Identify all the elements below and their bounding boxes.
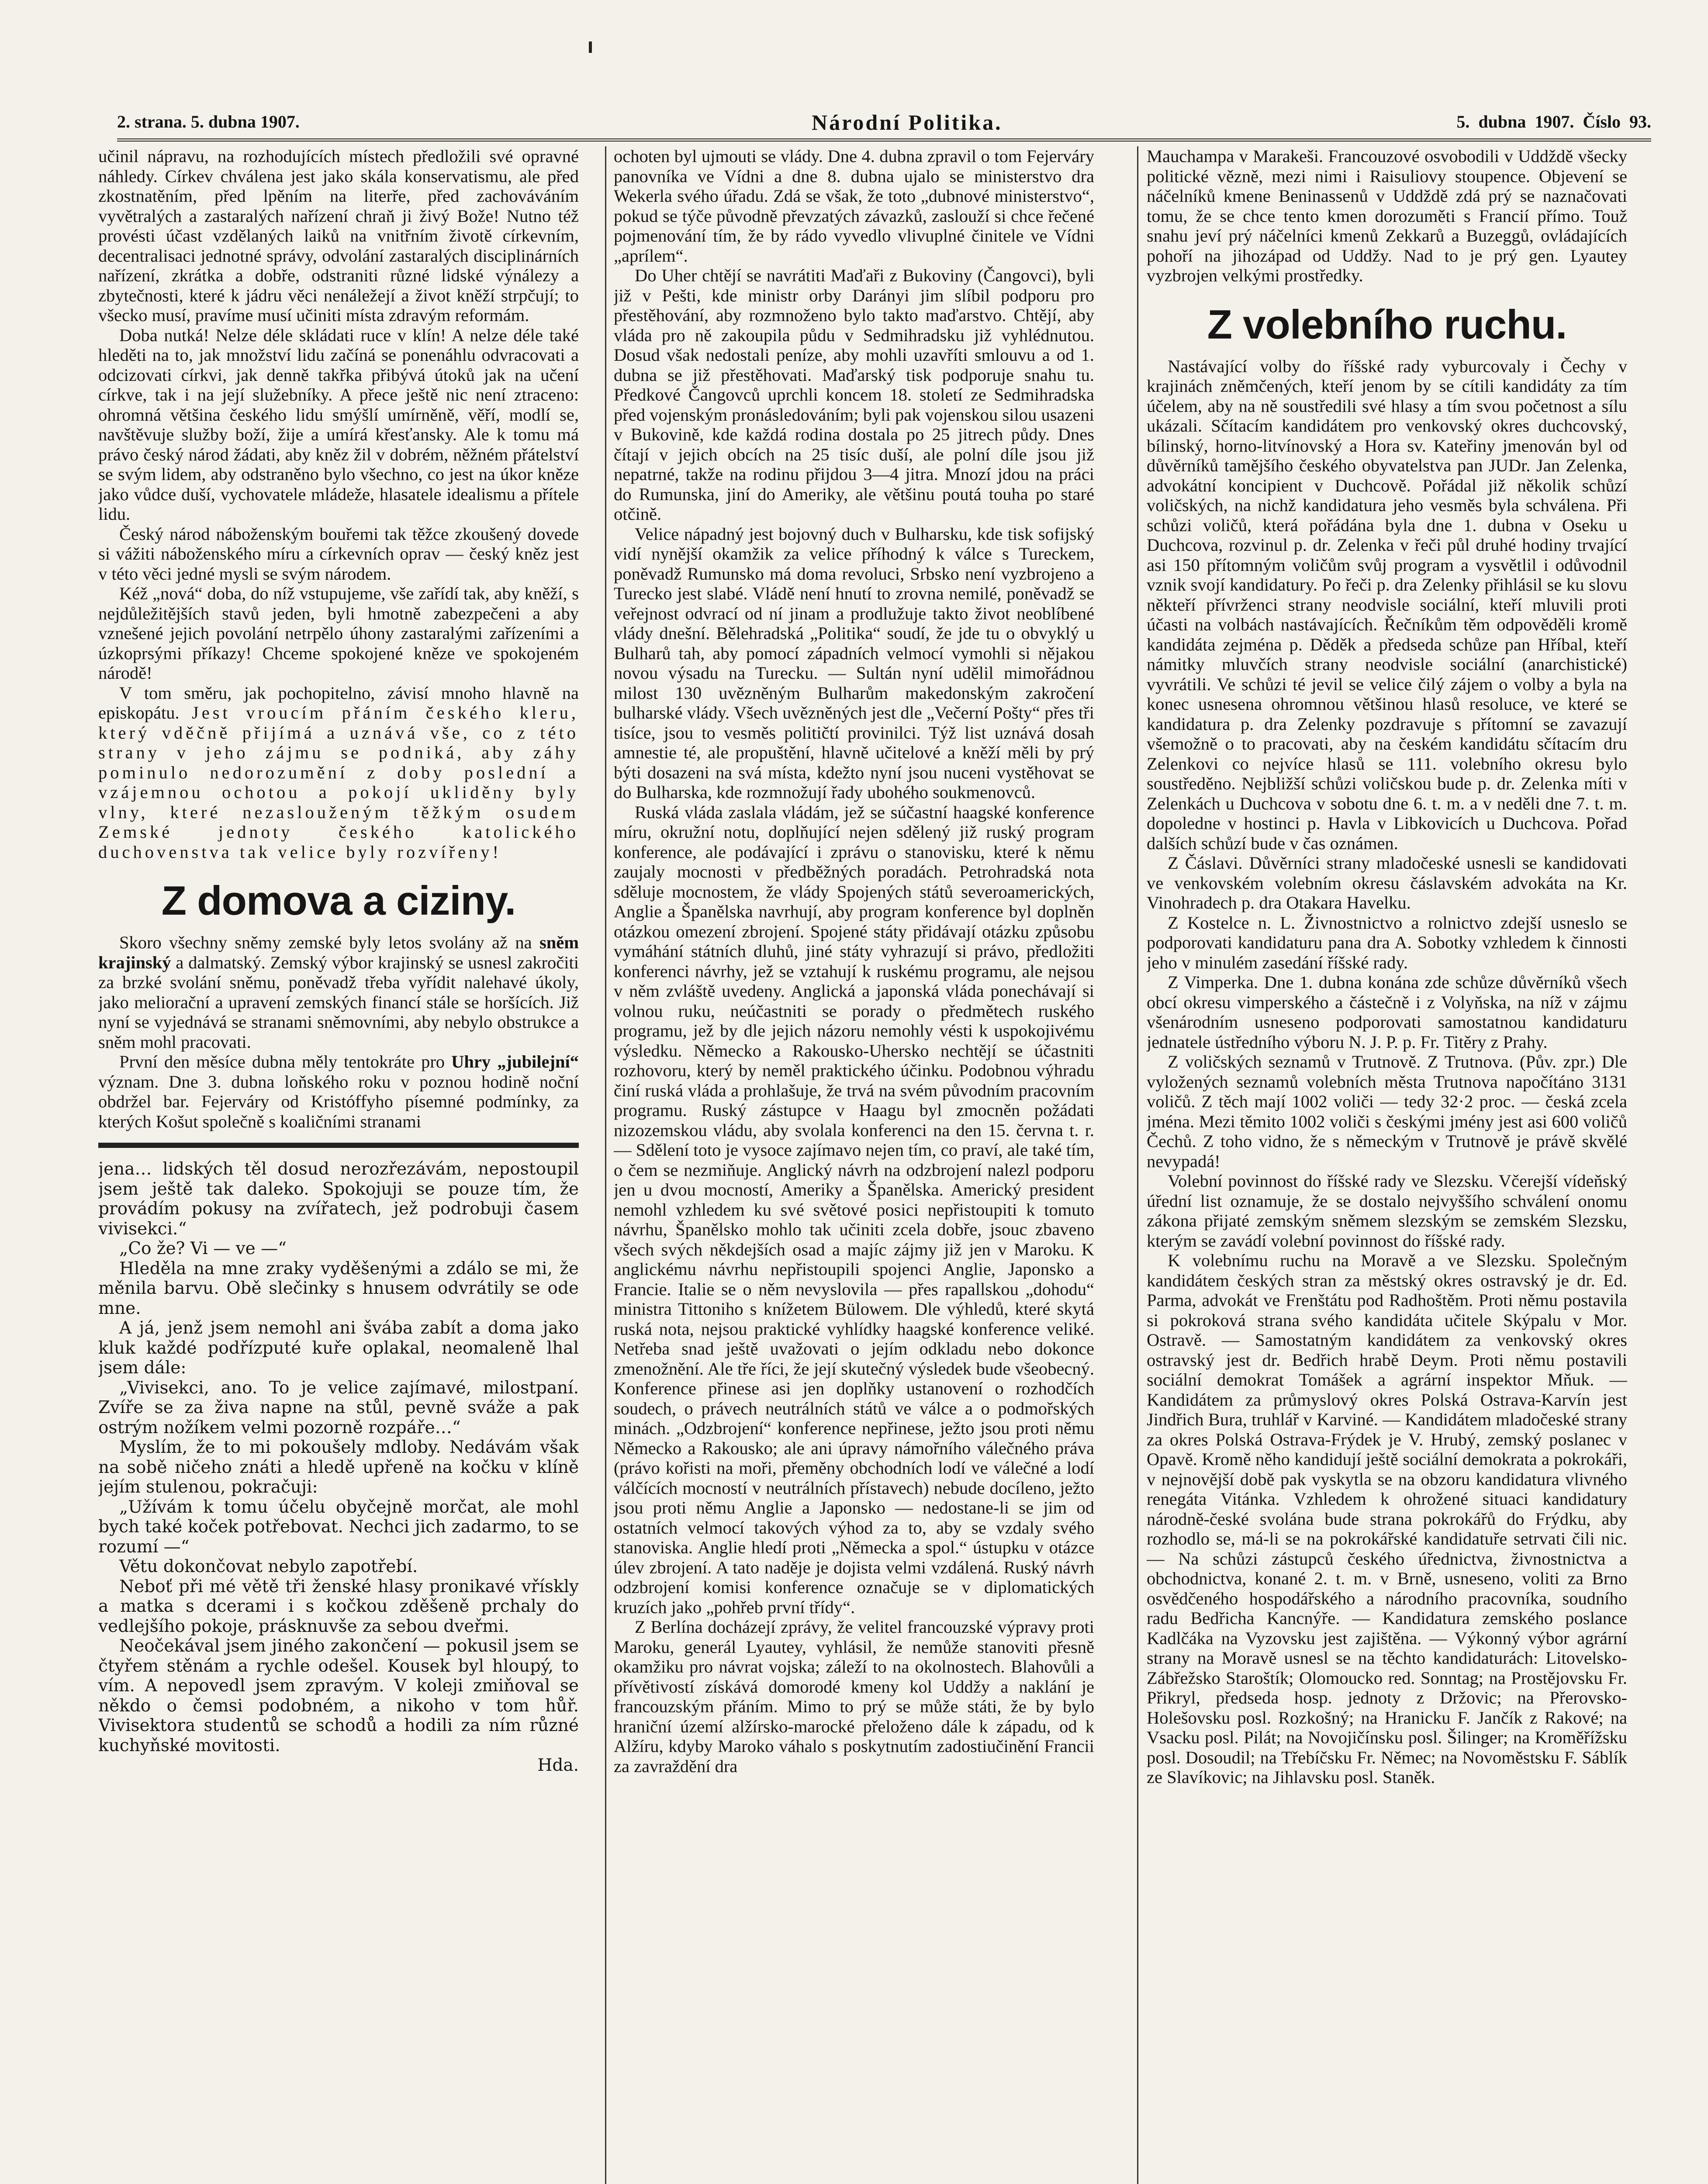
column-2 <box>614 146 1094 2184</box>
column-divider-1 <box>605 146 606 2184</box>
news-paragraph: Ruská vláda zaslala vládám, jež se súčastní haagské konference míru, okružní notu, doplňující nejen sdělený již ruský program konference, ale podávající i zprávu o stanovisku, které k němu zaujaly mocnosti v předběžných poradách. Petrohradská nota sděluje mocnostem, že vlády Spojených států severoamerických, Anglie a Španělska navrhují, aby program konference byl doplněn otázkou omezení zbrojení. Spojené státy přidávají otázku způsobu vymáhání státních dluhů, jiné státy vyhrazují si právo, předložiti konferenci návrhy, jež se vztahují k ruskému programu, ale nejsou v něm zvláště uvedeny. Anglická a japonská vláda ponechávají si volnou ruku, neúčastniti se porady o předmětech ruského programu, jež by dle jejich názoru nemohly vésti k uspokojivému výsledku. Německo a Rakousko-Uhersko nechtějí se účastniti rozhovoru, který by neměl praktického účinku. Podobnou výhradu činí ruská vláda a prohlašuje, že trvá na svém původním pracovním programu. Ruský zástupce v Haagu byl zmocněn požádati nizozemskou vládu, aby svolala konferenci na den 15. června t. r. — Sdělení toto je vysoce zajímavo nejen tím, co praví, ale také tím, o čem se nezmiňuje. Anglický návrh na odzbrojení nalezl podporu jen u dvou mocností, Ameriky a Španělska. Americký president nemohl vzhledem ku své světové posici nepřistoupiti k tomuto návrhu, Španělsko mohlo tak učiniti zcela dobře, jsouc zbaveno všech svých někdejších osad a majíc zájmy již jen v Maroku. K anglickému návrhu nepřistoupili spojenci Anglie, Japonsko a Francie. Italie se o něm nevyslovila — přes rapallskou „dohodu“ ministra Tittoniho s knížetem Bülowem. Dle výhledů, které skytá ruská nota, nejsou praktické vyhlídky haagské konference veliké. Netřeba snad ještě uvažovati o jejím odkladu nebo dokonce zmenožnění. Ale tře říci, že její skutečný výsledek bude všeobecný. Konference přinese asi jen doplňky ustanovení o rozhodčích soudech, o právech neutrálních států ve válce a o podmořských minách. „Odzbrojení“ konference nepřinese, ježto jsou proti němu Německo a Rakousko; ale ani úpravy námořního válečného práva (právo kořisti na moři, přeměny obchodních lodí ve válečné a lodí válčících mocností v neutrálních přístavech) nebude docíleno, ježto jsou proti němu Anglie a Japonsko — nedostane-li se jim od ostatních velmocí takových výhod za to, aby se vzdaly svého stanoviska. Anglie hledí proti „Německa a spol.“ ústupku v otázce úlev zbrojení. A tato naděje je dojista velmi vzdálená. Ruský návrh odzbrojení komisi konference označuje se v diplomatických kruzích jako „pohřeb první třídy“. <box>614 802 1094 1617</box>
news-paragraph: Z Berlína docházejí zprávy, že velitel francouzské výpravy proti Maroku, generál Lyautey, vyhlásil, že nemůže stanoviti přesně okamžiku pro návrat vojska; záleží to na okolnostech. Blahovůli a přívětivostí získává domorodé kmeny kol Uddžy a naklání je francouzským přáním. Mimo to prý se může státi, že by bylo hraniční území alžírsko-marocké přeloženo dále k západu, od k Alžíru, kdyby Maroko váhalo s poskytnutím zadostiučinění Francii za zavraždění dra <box>614 1617 1094 1776</box>
feuilleton <box>98 1159 579 1776</box>
news-paragraph: Nastávající volby do říšské rady vyburcovaly i Čechy v krajinách zněmčených, kteří jenom by se cítili kandidáty za tím účelem, aby na ně soustředili své hlasy a tím svou početnost a sílu ukázali. Sčítacím kandidátem pro venkovský okres duchcovský, bílinský, horno-litvínovský a Hora sv. Kateřiny jmenován byl od důvěrníků tamějšího českého obyvatelstva pan JUDr. Jan Zelenka, advokátní koncipient v Duchcově. Pořádal již několik schůzí voličských, na nichž kandidatura jeho vesměs byla schválena. Při schůzi voličů, která pořádána byla dne 1. dubna v Oseku u Duchcova, rozvinul p. dr. Zelenka v řeči půl druhé hodiny trvající asi 150 přítomným voličům svůj program a vysvětlil i odůvodnil vznik svojí kandidatury. Po řeči p. dra Zelenky přihlásil se ku slovu někteří přívrženci strany neodvisle sociální, kteří mluvili proti účasti na volbách nastávajících. Řečníkům těm odpověděli kromě kandidáta zejména p. Děděk a předseda schůze pan Hříbal, kteří námitky mluvčích strany neodvisle sociální (anarchistické) vyvrátili. Ve schůzi té jevil se velice čilý zájem o volby a byla na konec usnesena ohromnou většinou hlasů resoluce, ve které se kandidatura p. dra Zelenky pozdravuje s přítomní se zavazují všemožně o to pracovati, aby na českém kandidátu sčítacím dru Zelenkovi co nejvíce hlasů se 111. volebního okresu bylo soustředěno. Nejbližší schůzi voličskou bude p. dr. Zelenka míti v Zelenkách u Duchcova v sobotu dne 6. t. m. a v neděli dne 7. t. m. dopoledne v hostinci p. Havla v Libkovicích u Duchcova. Pořad dalších schůzí bude v čas oznámen. <box>1147 356 1627 853</box>
header-right: 5. dubna 1907. Číslo 93. <box>1456 112 1651 131</box>
feuilleton-paragraph: Větu dokončovat nebylo zapotřebí. <box>119 1557 418 1576</box>
article-paragraph: Doba nutká! Nelze déle skládati ruce v klín! A nelze déle také hleděti na to, jak množství lidu začíná se ponenáhlu odvracovati a odcizovati církvi, jak denně takřka přibývá útoků jak na učení církve, tak i na její služebníky. A přece ještě nic není ztraceno: ohromná většina českého lidu smýšlí umírněně, věří, modlí se, navštěvuje služby boží, žije a umírá křesťansky. Ale k tomu má právo český národ žádati, aby kněz žil v dobrém, něžném přátelství se svým lidem, aby odstraněno bylo všechno, co jest na úkor kněze jako vůdce duší, vychovatele mládeže, hlasatele idealismu a přítele lidu. <box>98 325 579 524</box>
article-paragraph: Kéž „nová“ doba, do níž vstupujeme, vše zařídí tak, aby kněží, s nejdůležitějších stavů jeden, byli hmotně zabezpečeni a aby vznešené jejich povolání netrpělo úhony zastaralými zařízeními a úzkoprsými příkazy! Chceme spokojené kněze ve spokojeném národě! <box>98 584 579 683</box>
news-paragraph: Mauchampa v Marakeši. Francouzové osvobodili v Uddždě všecky politické vězně, mezi nimi i Raisuliovy stoupence. Objevení se náčelníků kmene Beninassenů v Uddždě zdá prý se naznačovati tomu, že se chce tento kmen dorozuměti s Francií přímo. Touž snahu jeví prý náčelníci kmenů Zekkarů a Buzeggů, ovládajících pohoří na jihozápad od Uddžy. Nad to je prý gen. Lyautey vyzbrojen velkými prostředky. <box>1147 146 1627 285</box>
bold-emphasis: Uhry „jubilejní“ <box>451 1052 579 1071</box>
feuilleton-divider <box>98 1143 579 1148</box>
news-paragraph: Z Vimperka. Dne 1. dubna konána zde schůze důvěrníků všech obcí okresu vimperského a částečně i z Volyňska, na níž v zájmu všenárodním usneseno podporovati samostatnou kandidaturu jednatele ústředního výboru N. J. P. p. Fr. Titěry z Prahy. <box>1147 972 1627 1052</box>
feuilleton-paragraph: jena… lidských těl dosud nerozřezávám, nepostoupil jsem ještě tak daleko. Spokojuji se pouze tím, že provádím pokusy na zvířatech, jež podrobuji časem vivisekci.“ <box>98 1159 579 1239</box>
page-header <box>117 111 1651 142</box>
news-paragraph: Volební povinnost do říšské rady ve Slezsku. Včerejší vídeňský úřední list oznamuje, že se dostalo nejvyššího schválení onomu zákona přijaté zemským sněmem slezským se zemském Slezsku, kterým se zavádí volební povinnost do říšské rady. <box>1147 1171 1627 1251</box>
feuilleton-paragraph: „Užívám k tomu účelu obyčejně morčat, ale mohl bych také koček potřebovat. Nechci jich zadarmo, to se rozumí —“ <box>98 1497 579 1557</box>
feuilleton-paragraph: Hleděla na mne zraky vyděšenými a zdálo se mi, že měnila barvu. Obě slečinky s hnusem odvrátily se ode mne. <box>98 1258 579 1318</box>
bold-emphasis: sněm krajinský <box>98 933 579 972</box>
news-paragraph: Z Kostelce n. L. Živnostnictvo a rolnictvo zdejší usneslo se podporovati kandidaturu pana dra A. Sobotky vzhledem k činnosti jeho v minulém zasedání říšské rady. <box>1147 912 1627 972</box>
author-signature: Hda. <box>537 1755 579 1775</box>
news-text: význam. Dne 3. dubna loňského roku v poznou hodině noční obdržel bar. Fejerváry od Kristóffyho písemné podmínky, za kterých Košut společně s koaličními stranami <box>98 1071 579 1131</box>
spaced-emphasis: Jest vroucím přáním českého kleru, který vděčně přijímá a uznává vše, co z této strany v jeho zájmu se podniká, aby záhy pominulo nedorozumění z doby poslední a vzájemnou ochotou a pokojí ukliděny byly vlny, které nezaslouženým těžkým osudem Zemské jednoty českého katolického duchovenstva tak velice byly rozvířeny! <box>98 703 579 862</box>
news-paragraph: Z Čáslavi. Důvěrníci strany mladočeské usnesli se kandidovati ve venkovském volebním okresu čáslavském advokáta na Kr. Vinohradech p. dra Otakara Havelku. <box>1147 853 1627 912</box>
feuilleton-paragraph: A já, jenž jsem nemohl ani švába zabít a doma jako kluk každé podřízputé kuře oplakal, neomaleně lhal jsem dále: <box>98 1318 579 1378</box>
feuilleton-paragraph: Myslím, že to mi pokoušely mdloby. Nedávám však na sobě ničeho znáti a hledě upřeně na kočku v klíně jejím stulenou, pokračuji: <box>98 1438 579 1497</box>
article-paragraph: učinil nápravu, na rozhodujících místech předložili své opravné náhledy. Církev chválena jest jako skála konservatismu, ale před zkostnatěním, před lpěním na literře, před zachováváním vyvětralých a zastaralých nařízení chraň ji živý Bože! Nutno též provésti účast vzdělaných laiků na vnitřním životě církevním, decentralisaci jednotné správy, odvolání zastaralých disciplinárních nařízení, zkrátka a dobře, odstraniti různé lidské výnálezy a zbytečnosti, které k jádru věci nenáležejí a život kněží strpčují; to všecko musí, pravíme musí učiniti místa zdravým reformám. <box>98 146 579 325</box>
news-paragraph: ochoten byl ujmouti se vlády. Dne 4. dubna zpravil o tom Fejerváry panovníka ve Vídni a dne 8. dubna ujalo se ministerstvo dra Wekerla svého úřadu. Zdá se však, že toto „dubnové ministerstvo“, pokud se týče původně převzatých závazků, zaslouží si chce řečené pojmenování tím, že by rádo vyvedlo vlivuplné činitele ve Vídni „aprílem“. <box>614 146 1094 266</box>
section-heading-volebni-ruch: Z volebního ruchu. <box>1207 301 1567 347</box>
news-paragraph: Velice nápadný jest bojovný duch v Bulharsku, kde tisk sofijský vidí nynější okamžik za velice příhodný k válce s Tureckem, poněvadž Rumunsko má doma revoluci, Srbsko není vyzbrojeno a Turecko jest slabé. Vládě není hnutí to zrovna nemilé, poněvadž se veřejnost odvrací od ní jinam a prodlužuje takto život neoblíbené vlády dnešní. Bělehradská „Politika“ soudí, že jde tu o obvyklý u Bulharů tah, aby pomocí západních velmocí vymohli si nějakou novou výsadu na Turecku. — Sultán nyní udělil mimořádnou milost 130 uvězněným Bulharům makedonským zakročení bulharské vlády. Všech uvězněných jest dle „Večerní Pošty“ přes tři tisíce, jsou to vesměs političtí provinilci. Týž list uznává dosah amnestie té, ale propuštění, hlavně učitelové a kněží měli by prý býti dosazeni na svá místa, kdežto nyní jsou nuceni vystěhovat se do Bulharska, kde rozmnožují řady ubohého soukmenovců. <box>614 524 1094 802</box>
article-text: V tom směru, jak pochopitelno, závisí mnoho hlavně na episkopátu. <box>98 683 579 722</box>
ink-speck <box>589 41 592 53</box>
column-1 <box>98 146 579 2184</box>
news-paragraph <box>98 1052 579 1131</box>
column-3 <box>1147 146 1627 2184</box>
news-text: Skoro všechny sněmy zemské byly letos svolány až na <box>119 933 532 952</box>
article-paragraph: Český národ náboženským bouřemi tak těžce zkoušený dovede si vážiti náboženského míru a církevních oprav — český kněz jest v této věci jedné mysli se svým národem. <box>98 524 579 584</box>
news-paragraph: K volebnímu ruchu na Moravě a ve Slezsku. Společným kandidátem českých stran za městský okres ostravský je dr. Ed. Parma, advokát ve Frenštátu pod Radhoštěm. Proti němu postavila si pokroková strana svého kandidáta učitele Skýpalu v Mor. Ostravě. — Samostatným kandidátem za venkovský okres ostravský jest dr. Bedřich hrabě Deym. Proti němu postavili sociální demokrat Tomášek a agrární inspektor Mňuk. — Kandidátem za průmyslový okres Polská Ostrava-Karvín jest Jindřich Bura, truhlář v Karviné. — Kandidátem mladočeské strany za okres Polská Ostrava-Frýdek je V. Hrubý, zemský poslanec v Opavě. Kromě něho kandidují ještě sociální demokrata a pokrokáři, v nejnovější době pak vyskytla se na obzoru kandidatura vlivného renegáta Vitánka. Vzhledem k ohrožené situaci kandidatury národně-české svolána bude strana pokrokářů do Frýdku, aby rozhodlo se, má-li se na pokrokářské kandidatuře setrvati čili nic. — Na schůzi zástupců českého úřednictva, živnostnictva a obchodnictva, konané 2. t. m. v Brně, usneseno, voliti za Brno osvědčeného hospodářského a národního pracovníka, soudního radu Bedřicha Kancnýře. — Kandidatura zemského poslance Kadlčáka na Vyzovsku jest zajištěna. — Výkonný výbor agrární strany na Moravě usnesl se na těchto kandidaturách: Litovelsko-Zábřežsko Staroštík; Olomoucko red. Sonntag; na Prostějovsku Fr. Přikryl, předseda hosp. jednoty z Držovic; na Přerovsko-Holešovsku posl. Rozkošný; na Hranicku F. Jančík z Rakové; na Vsacku posl. Pilát; na Novojičínsku posl. Šilinger; na Kroměřížsku posl. Dosoudil; na Třebíčsku Fr. Němec; na Novoměstsku F. Sáblík ze Slavíkovic; na Jihlavsku posl. Staněk. <box>1147 1251 1627 1787</box>
news-text: a dalmatský. Zemský výbor krajinský se usnesl zakročiti za brzké svolání sněmu, poněvadž třeba vyřídit nalehavé úkoly, jako meliorační a upravení zemských financí stále se horšících. Již nyní se vyjednává se stranami sněmovními, aby nebylo obstrukce a sněm mohl pracovati. <box>98 952 579 1052</box>
header-left: 2. strana. 5. dubna 1907. <box>117 112 300 131</box>
news-paragraph <box>98 933 579 1052</box>
section-heading-domova: Z domova a ciziny. <box>161 878 516 923</box>
masthead-title: Národní Politika. <box>812 110 1003 135</box>
news-paragraph: Z voličských seznamů v Trutnově. Z Trutnova. (Pův. zpr.) Dle vyložených seznamů volebních města Trutnova napočítáno 3131 voličů. Z těch mají 1002 voliči — tedy 32·2 proc. — česká zcela jména. Mezi těmito 1002 voliči s českými jmény jest asi 600 voličů Čechů. Z toho vidno, že s německým v Trutnově je právě skvělé nevypadá! <box>1147 1052 1627 1171</box>
news-text: První den měsíce dubna měly tentokráte pro <box>119 1052 445 1071</box>
feuilleton-paragraph: „Vivisekci, ano. To je velice zajímavé, milostpaní. Zvíře se za živa napne na stůl, pevně sváže a pak ostrým nožíkem velmi pozorně rozpáře…“ <box>98 1378 579 1438</box>
news-paragraph: Do Uher chtějí se navrátiti Maďaři z Bukoviny (Čangovci), byli již v Pešti, kde ministr orby Darányi jim slíbil podporu pro přestěhování, aby rozmnoženo bylo takto maďarstvo. Chtějí, aby vláda pro ně zakoupila půdu v Sedmihradsku již vyhlédnutou. Dosud však nedostali peníze, aby mohli uzavříti smlouvu a od 1. dubna se již přestěhovati. Maďarský tisk podporuje snahu tu. Předkové Čangovců uprchli koncem 18. století ze Sedmihradska před vojenským pronásledováním; byli pak vojenskou silou usazeni v Bukovině, kde každá rodina dostala po 25 jitrech půdy. Dnes čítají v jejich obcích na 25 tisíc duší, ale polní díle jsou již nepatrné, takže na rodinu přijdou 3—4 jitra. Mnozí jdou na práci do Rumunska, jiní do Ameriky, ale většinu poutá touha po staré otčině. <box>614 266 1094 524</box>
article-paragraph <box>98 683 579 862</box>
feuilleton-paragraph: Neočekával jsem jiného zakončení — pokusil jsem se čtyřem stěnám a rychle odešel. Kousek byl hloupý, to vím. A nepovedl jsem zpravým. V koleji zmiňoval se někdo o čemsi podobném, a nikoho v tom hůř. Vivisektora studentů se schodů a hodili za ním různé kuchyňské movitosti. <box>98 1636 579 1755</box>
feuilleton-paragraph: „Co že? Vi — ve —“ <box>119 1239 287 1258</box>
feuilleton-paragraph: Neboť při mé větě tři ženské hlasy pronikavé vřískly a matka s dcerami i s kočkou zděšeně prchaly do vedlejšího pokoje, prásknuvše za sebou dveřmi. <box>98 1576 579 1636</box>
column-divider-2 <box>1137 146 1138 2184</box>
